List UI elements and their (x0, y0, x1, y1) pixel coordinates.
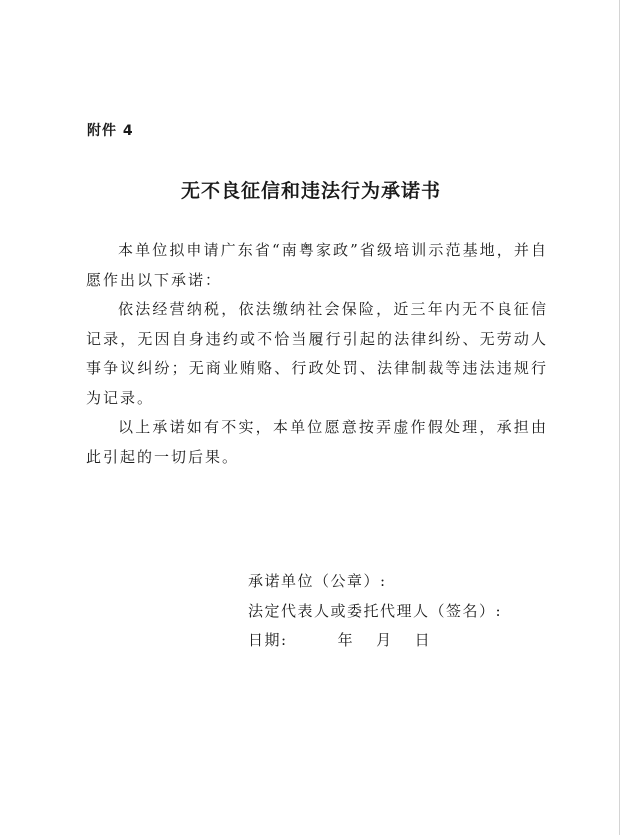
commitment-body (86, 236, 548, 472)
attachment-label: 附件 4 (87, 123, 134, 139)
representative-signature-label: 法定代表人或委托代理人（签名）: (248, 601, 503, 620)
document-title: 无不良征信和违法行为承诺书 (180, 180, 441, 202)
date-year: 年 (337, 631, 355, 649)
paragraph-commitments: 依法经营纳税，依法缴纳社会保险，近三年内无不良征信记录，无因自身违约或不恰当履行引起的法律纠纷、无劳动人事争议纠纷；无商业贿赂、行政处罚、法律制裁等违法违规行为记录。 (86, 300, 548, 407)
signature-block (248, 567, 502, 656)
paragraph-consequences: 以上承诺如有不实，本单位愿意按弄虚作假处理，承担由此引起的一切后果。 (86, 418, 548, 466)
date-day: 日 (414, 631, 432, 649)
date-row (248, 626, 502, 656)
paragraph-application: 本单位拟申请广东省“南粤家政”省级培训示范基地，并自愿作出以下承诺： (86, 241, 548, 289)
page-edge-rule (619, 0, 620, 835)
date-label: 日期: (248, 631, 288, 649)
date-month: 月 (376, 631, 393, 649)
unit-seal-label: 承诺单位（公章）: (248, 572, 387, 590)
